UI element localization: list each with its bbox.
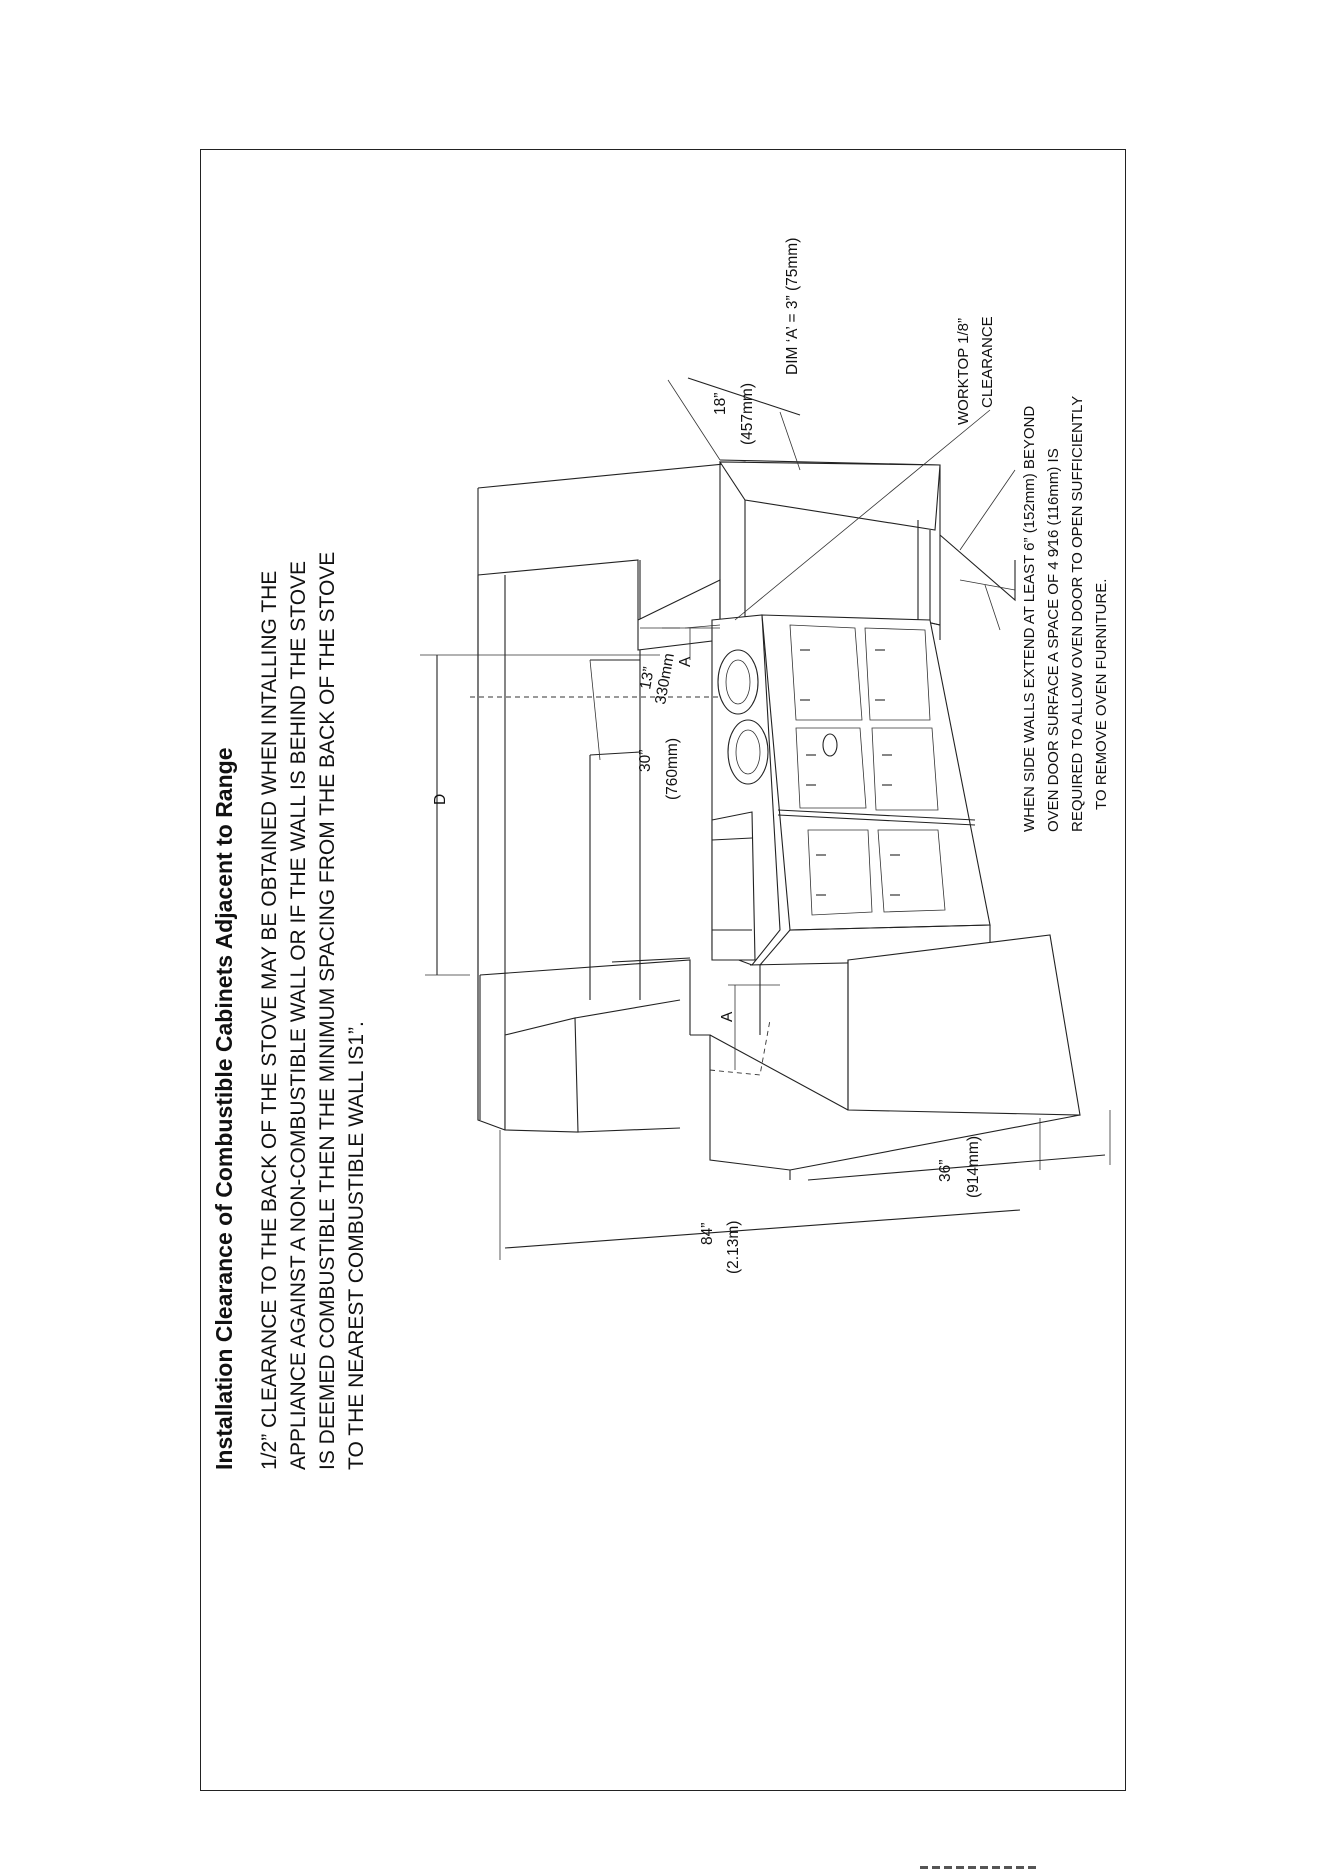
- kitchen-drawing: [478, 460, 1080, 1180]
- dim-upper-in: 18”: [712, 392, 729, 415]
- dim-upper-mm: (457mm): [739, 382, 756, 445]
- sidewall-note-line-4: TO REMOVE OVEN FURNITURE.: [1093, 578, 1110, 810]
- dim-a-right: A: [677, 656, 694, 667]
- dim-a-note: DIM ‘A’ = 3” (75mm): [784, 237, 801, 375]
- dim-gap-mm: 330mm: [652, 651, 678, 706]
- intro-line-3: IS DEEMED COMBUSTIBLE THEN THE MINIMUM SPACING FROM THE BACK OF THE STOVE: [316, 551, 339, 1470]
- dim-width-mm: (760mm): [664, 737, 681, 800]
- footer-mark: [920, 1866, 1040, 1869]
- dim-height-mm: (2.13m): [725, 1220, 742, 1274]
- dim-width-in: 30”: [637, 749, 654, 772]
- intro-line-1: 1/2” CLEARANCE TO THE BACK OF THE STOVE MAY BE OBTAINED WHEN INTALLING THE: [258, 570, 281, 1470]
- page-title: Installation Clearance of Combustible Cabinets Adjacent to Range: [211, 747, 237, 1470]
- dim-gap-in: 13”: [637, 665, 658, 691]
- dim-a-left: A: [719, 1011, 736, 1022]
- intro-line-2: APPLIANCE AGAINST A NON-COMBUSTIBLE WALL OR IF THE WALL IS BEHIND THE STOVE: [287, 560, 310, 1470]
- dim-counter-mm: (914mm): [965, 1135, 982, 1198]
- dim-counter-in: 36”: [937, 1159, 954, 1182]
- intro-line-4: TO THE NEAREST COMBUSTIBLE WALL IS1”.: [345, 1021, 368, 1470]
- worktop-note-line-2: CLEARANCE: [979, 316, 996, 408]
- dim-d-label: D: [432, 793, 449, 805]
- sidewall-note-line-2: OVEN DOOR SURFACE A SPACE OF 4 9⁄16 (116mm) IS: [1045, 448, 1062, 832]
- sidewall-note-line-3: REQUIRED TO ALLOW OVEN DOOR TO OPEN SUFFICIENTLY: [1069, 395, 1086, 832]
- dim-height-in: 84”: [699, 1222, 716, 1245]
- sidewall-note-line-1: WHEN SIDE WALLS EXTEND AT LEAST 6” (152mm) BEYOND: [1021, 405, 1038, 832]
- worktop-note-line-1: WORKTOP 1/8”: [955, 318, 972, 425]
